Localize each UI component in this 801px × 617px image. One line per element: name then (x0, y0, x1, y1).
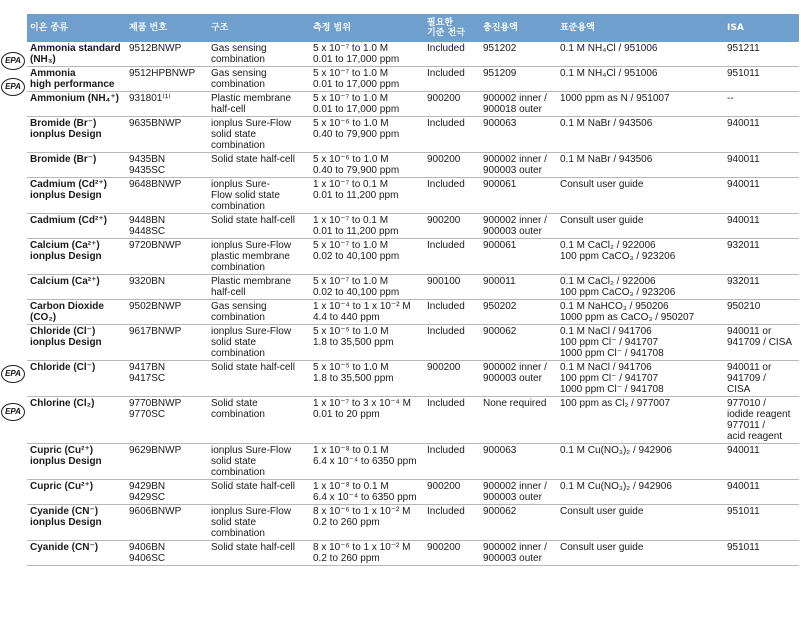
cell-product: 931801⁽¹⁾ (126, 92, 208, 117)
cell-range: 5 x 10⁻⁷ to 1.0 M 0.01 to 17,000 ppm (310, 67, 424, 92)
cell-ion: Cadmium (Cd²⁺) (27, 214, 126, 239)
cell-ref: Included (424, 505, 480, 541)
cell-structure: Solid state half-cell (208, 361, 310, 397)
cell-isa: 940011 or 941709 / CISA (724, 325, 799, 361)
cell-ref: Included (424, 444, 480, 480)
cell-product: 9320BN (126, 275, 208, 300)
cell-product: 9435BN 9435SC (126, 153, 208, 178)
cell-fill: 900002 inner / 900003 outer (480, 153, 557, 178)
cell-isa: 940011 or 941709 / CISA (724, 361, 799, 397)
cell-range: 1 x 10⁻⁷ to 3 x 10⁻⁴ M 0.01 to 20 ppm (310, 397, 424, 444)
cell-isa: 951011 (724, 541, 799, 566)
epa-badge-icon: EPA (1, 52, 25, 70)
cell-std: Consult user guide (557, 178, 724, 214)
cell-isa: 932011 (724, 275, 799, 300)
epa-badge-icon: EPA (1, 403, 25, 421)
cell-structure: Solid state combination (208, 397, 310, 444)
cell-std: 0.1 M CaCl₂ / 922006 100 ppm CaCO₃ / 923206 (557, 275, 724, 300)
epa-badge-icon: EPA (1, 365, 25, 383)
cell-range: 1 x 10⁻⁸ to 0.1 M 6.4 x 10⁻⁴ to 6350 ppm (310, 444, 424, 480)
cell-ion: Calcium (Ca²⁺) ionplus Design (27, 239, 126, 275)
cell-product: 9502BNWP (126, 300, 208, 325)
cell-structure: ionplus Sure-Flow solid state combination (208, 117, 310, 153)
cell-std: Consult user guide (557, 505, 724, 541)
cell-structure: Solid state half-cell (208, 153, 310, 178)
cell-structure: ionplus Sure- Flow solid state combination (208, 178, 310, 214)
cell-range: 1 x 10⁻⁷ to 0.1 M 0.01 to 11,200 ppm (310, 178, 424, 214)
cell-product: 9617BNWP (126, 325, 208, 361)
cell-range: 8 x 10⁻⁶ to 1 x 10⁻² M 0.2 to 260 ppm (310, 541, 424, 566)
cell-isa: 951011 (724, 505, 799, 541)
cell-range: 5 x 10⁻⁷ to 1.0 M 0.01 to 17,000 ppm (310, 42, 424, 67)
cell-isa: 940011 (724, 480, 799, 505)
cell-structure: Plastic membrane half-cell (208, 275, 310, 300)
table-row (27, 92, 799, 117)
table-row (27, 178, 799, 214)
cell-range: 5 x 10⁻⁷ to 1.0 M 0.02 to 40,100 ppm (310, 239, 424, 275)
cell-isa: 932011 (724, 239, 799, 275)
cell-ref: 900200 (424, 92, 480, 117)
cell-ion: Bromide (Br⁻) (27, 153, 126, 178)
cell-range: 8 x 10⁻⁶ to 1 x 10⁻² M 0.2 to 260 ppm (310, 505, 424, 541)
cell-product: 9429BN 9429SC (126, 480, 208, 505)
cell-isa: 940011 (724, 214, 799, 239)
cell-product: 9606BNWP (126, 505, 208, 541)
cell-structure: ionplus Sure-Flow solid state combination (208, 444, 310, 480)
cell-fill: 900002 inner / 900018 outer (480, 92, 557, 117)
cell-product: 9770BNWP 9770SC (126, 397, 208, 444)
cell-structure: Solid state half-cell (208, 541, 310, 566)
cell-isa: 940011 (724, 153, 799, 178)
table-row (27, 153, 799, 178)
table-row (27, 239, 799, 275)
cell-std: 0.1 M CaCl₂ / 922006 100 ppm CaCO₃ / 923206 (557, 239, 724, 275)
cell-ion: Cupric (Cu²⁺) ionplus Design (27, 444, 126, 480)
cell-product: 9417BN 9417SC (126, 361, 208, 397)
cell-std: 100 ppm as Cl₂ / 977007 (557, 397, 724, 444)
cell-range: 5 x 10⁻⁶ to 1.0 M 0.40 to 79,900 ppm (310, 153, 424, 178)
cell-range: 5 x 10⁻⁵ to 1.0 M 1.8 to 35,500 ppm (310, 325, 424, 361)
cell-ion: Chlorine (Cl₂) (27, 397, 126, 444)
cell-ion: Cupric (Cu²⁺) (27, 480, 126, 505)
table-row (27, 480, 799, 505)
cell-structure: ionplus Sure-Flow solid state combination (208, 505, 310, 541)
cell-ion: Calcium (Ca²⁺) (27, 275, 126, 300)
cell-std: 0.1 M NH₄Cl / 951006 (557, 42, 724, 67)
cell-fill: 900002 inner / 900003 outer (480, 480, 557, 505)
cell-fill: 900002 inner / 900003 outer (480, 361, 557, 397)
cell-fill: 900063 (480, 117, 557, 153)
cell-structure: Solid state half-cell (208, 480, 310, 505)
cell-product: 9512BNWP (126, 42, 208, 67)
table-row (27, 541, 799, 566)
cell-structure: Gas sensing combination (208, 300, 310, 325)
header-filling: 충진용액 (480, 14, 557, 42)
cell-product: 9648BNWP (126, 178, 208, 214)
cell-isa: 940011 (724, 444, 799, 480)
table-row (27, 42, 799, 67)
cell-structure: Plastic membrane half-cell (208, 92, 310, 117)
cell-ref: 900100 (424, 275, 480, 300)
cell-fill: 900002 inner / 900003 outer (480, 214, 557, 239)
cell-std: 0.1 M NaHCO₃ / 950206 1000 ppm as CaCO₃ / 950207 (557, 300, 724, 325)
cell-structure: ionplus Sure-Flow plastic membrane combination (208, 239, 310, 275)
table-row (27, 214, 799, 239)
cell-ref: Included (424, 300, 480, 325)
cell-ion: Chloride (Cl⁻) (27, 361, 126, 397)
cell-std: 0.1 M NaCl / 941706 100 ppm Cl⁻ / 941707 1000 ppm Cl⁻ / 941708 (557, 325, 724, 361)
cell-ref: Included (424, 117, 480, 153)
header-standard: 표준용액 (557, 14, 724, 42)
cell-std: 1000 ppm as N / 951007 (557, 92, 724, 117)
cell-std: 0.1 M NaCl / 941706 100 ppm Cl⁻ / 941707 1000 ppm Cl⁻ / 941708 (557, 361, 724, 397)
cell-product: 9512HPBNWP (126, 67, 208, 92)
cell-std: 0.1 M Cu(NO₃)₂ / 942906 (557, 480, 724, 505)
cell-ion: Bromide (Br⁻) ionplus Design (27, 117, 126, 153)
cell-ref: Included (424, 239, 480, 275)
cell-isa: 940011 (724, 117, 799, 153)
cell-range: 1 x 10⁻⁷ to 0.1 M 0.01 to 11,200 ppm (310, 214, 424, 239)
cell-range: 5 x 10⁻⁷ to 1.0 M 0.02 to 40,100 ppm (310, 275, 424, 300)
cell-isa: -- (724, 92, 799, 117)
cell-fill: None required (480, 397, 557, 444)
epa-badge-icon: EPA (1, 78, 25, 96)
cell-ion: Chloride (Cl⁻) ionplus Design (27, 325, 126, 361)
cell-ion: Ammonium (NH₄⁺) (27, 92, 126, 117)
header-isa: ISA (724, 14, 799, 42)
cell-ref: 900200 (424, 153, 480, 178)
cell-std: Consult user guide (557, 214, 724, 239)
cell-isa: 977010 / iodide reagent 977011 / acid reagent (724, 397, 799, 444)
cell-ref: Included (424, 67, 480, 92)
header-product: 제품 번호 (126, 14, 208, 42)
cell-ion: Carbon Dioxide (CO₂) (27, 300, 126, 325)
header-ion: 이온 종류 (27, 14, 126, 42)
cell-fill: 900062 (480, 325, 557, 361)
cell-product: 9629BNWP (126, 444, 208, 480)
header-range: 측정 범위 (310, 14, 424, 42)
table-row (27, 397, 799, 444)
cell-std: 0.1 M NaBr / 943506 (557, 117, 724, 153)
cell-range: 5 x 10⁻⁷ to 1.0 M 0.01 to 17,000 ppm (310, 92, 424, 117)
cell-structure: Gas sensing combination (208, 67, 310, 92)
cell-fill: 900011 (480, 275, 557, 300)
cell-ref: Included (424, 178, 480, 214)
cell-fill: 900063 (480, 444, 557, 480)
cell-fill: 950202 (480, 300, 557, 325)
cell-fill: 900062 (480, 505, 557, 541)
cell-product: 9448BN 9448SC (126, 214, 208, 239)
table-row (27, 275, 799, 300)
cell-structure: ionplus Sure-Flow solid state combination (208, 325, 310, 361)
cell-range: 5 x 10⁻⁶ to 1.0 M 0.40 to 79,900 ppm (310, 117, 424, 153)
table-row (27, 325, 799, 361)
cell-ion: Cyanide (CN⁻) ionplus Design (27, 505, 126, 541)
cell-ref: 900200 (424, 361, 480, 397)
table-header-row (27, 14, 799, 42)
cell-range: 5 x 10⁻⁵ to 1.0 M 1.8 to 35,500 ppm (310, 361, 424, 397)
cell-ref: Included (424, 397, 480, 444)
table-row (27, 361, 799, 397)
header-structure: 구조 (208, 14, 310, 42)
cell-fill: 951209 (480, 67, 557, 92)
cell-product: 9406BN 9406SC (126, 541, 208, 566)
cell-isa: 951011 (724, 67, 799, 92)
table-row (27, 67, 799, 92)
cell-isa: 950210 (724, 300, 799, 325)
cell-product: 9720BNWP (126, 239, 208, 275)
table-row (27, 444, 799, 480)
cell-ref: Included (424, 325, 480, 361)
cell-ref: Included (424, 42, 480, 67)
ise-specification-table (27, 14, 799, 566)
cell-fill: 900061 (480, 239, 557, 275)
cell-isa: 951211 (724, 42, 799, 67)
header-reference: 필요한 기준 전극 (424, 14, 480, 42)
cell-std: 0.1 M Cu(NO₃)₂ / 942906 (557, 444, 724, 480)
cell-ref: 900200 (424, 541, 480, 566)
cell-fill: 951202 (480, 42, 557, 67)
cell-range: 1 x 10⁻⁴ to 1 x 10⁻² M 4.4 to 440 ppm (310, 300, 424, 325)
cell-product: 9635BNWP (126, 117, 208, 153)
cell-fill: 900002 inner / 900003 outer (480, 541, 557, 566)
cell-ref: 900200 (424, 480, 480, 505)
cell-ion: Cadmium (Cd²⁺) ionplus Design (27, 178, 126, 214)
cell-std: 0.1 M NH₄Cl / 951006 (557, 67, 724, 92)
cell-structure: Solid state half-cell (208, 214, 310, 239)
cell-structure: Gas sensing combination (208, 42, 310, 67)
cell-ref: 900200 (424, 214, 480, 239)
cell-ion: Ammonia standard (NH₃) (27, 42, 126, 67)
cell-fill: 900061 (480, 178, 557, 214)
cell-ion: Ammonia high performance (27, 67, 126, 92)
cell-std: Consult user guide (557, 541, 724, 566)
table-row (27, 300, 799, 325)
cell-range: 1 x 10⁻⁸ to 0.1 M 6.4 x 10⁻⁴ to 6350 ppm (310, 480, 424, 505)
table-row (27, 505, 799, 541)
table-row (27, 117, 799, 153)
cell-ion: Cyanide (CN⁻) (27, 541, 126, 566)
cell-isa: 940011 (724, 178, 799, 214)
cell-std: 0.1 M NaBr / 943506 (557, 153, 724, 178)
